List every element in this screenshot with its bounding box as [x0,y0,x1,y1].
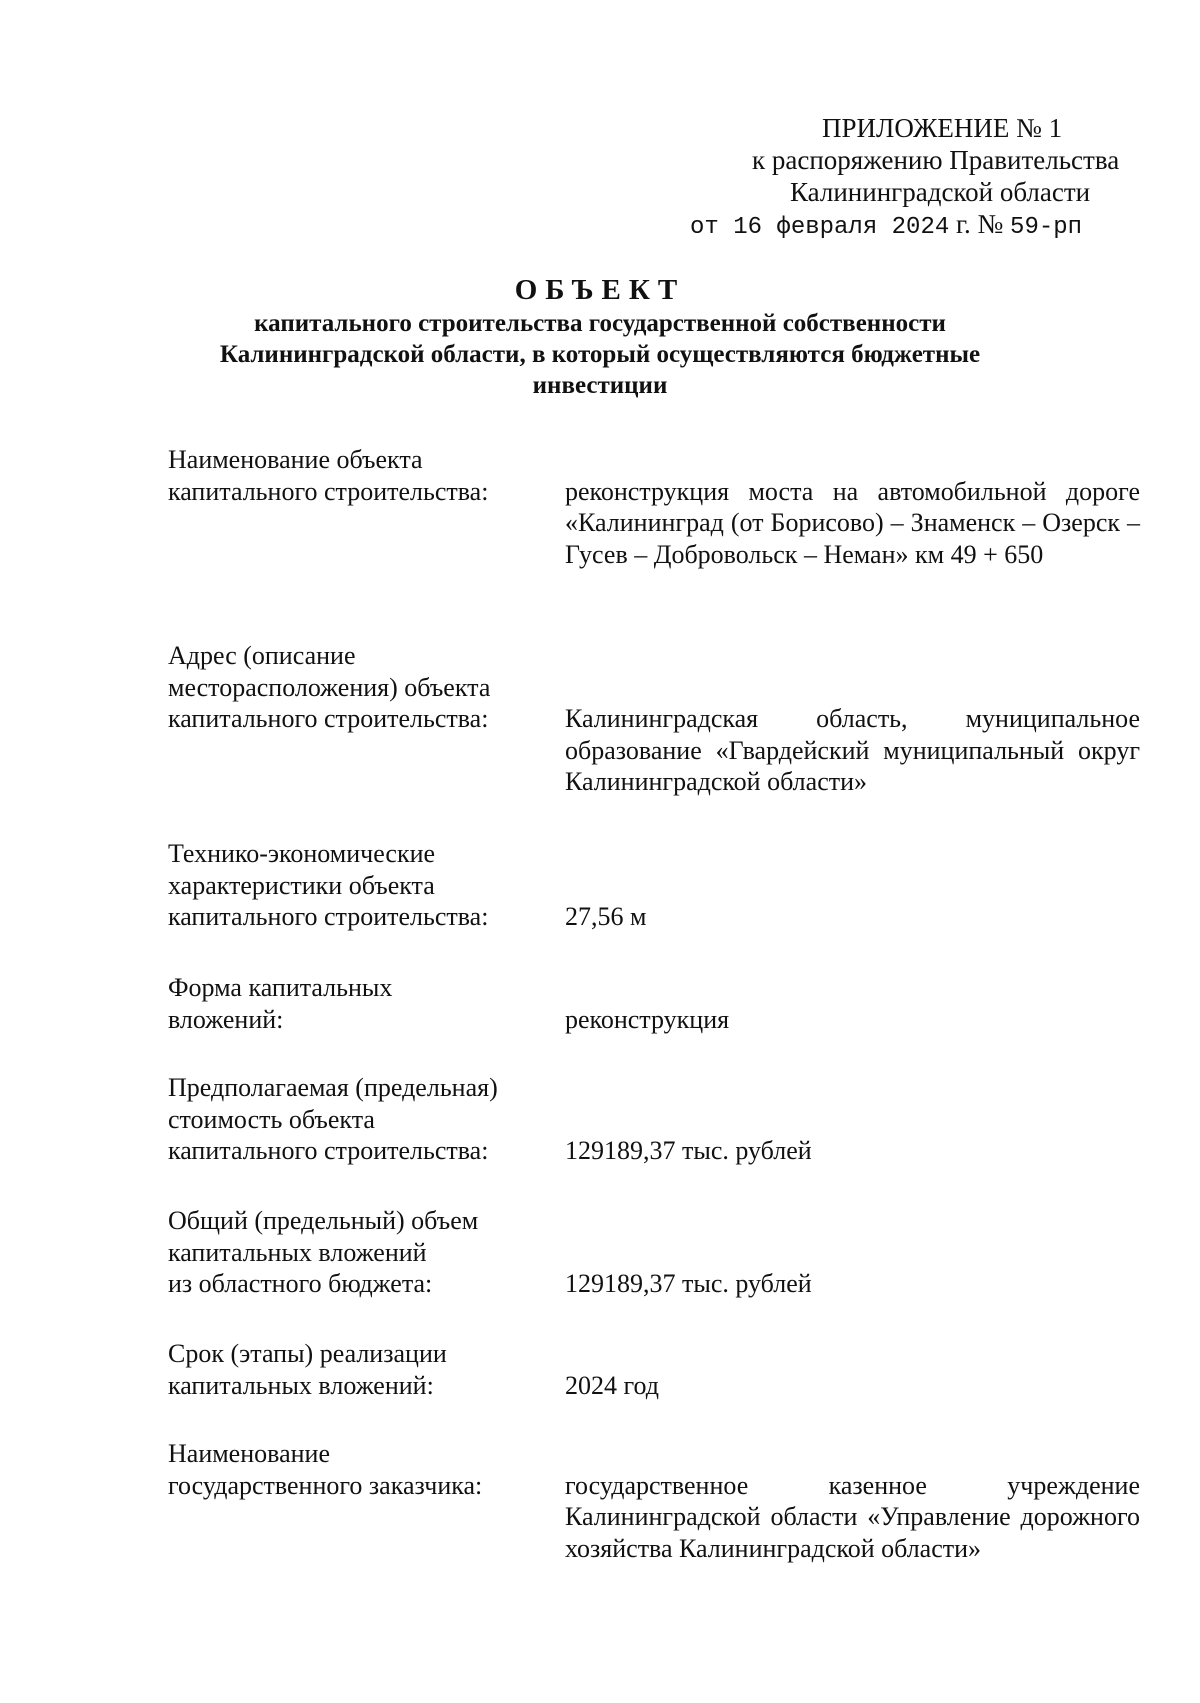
field-value: 2024 год [565,1370,659,1400]
field-value: 27,56 м [565,902,647,931]
field-value: реконструкция моста на автомобильной дороге «Калининград (от Борисово) – Знаменск – Озерск – Гусев – Добровольск – Неман» км 49 + 650 [565,476,1140,569]
field-value: реконструкция [565,1004,730,1034]
title-line-3: инвестиции [532,372,668,399]
field-value: Калининградская область, муниципальное образование «Гвардейский муниципальный округ Калининградской области» [565,704,1140,796]
field-label: Срок (этапы) реализации капитальных вложений: [168,1339,447,1400]
field-label: Адрес (описание месторасположения) объекта капитального строительства: [168,641,491,733]
field-label: Наименование государственного заказчика: [168,1439,483,1500]
field-value: 129189,37 тыс. рублей [565,1136,812,1165]
appendix-region: Калининградской области [790,177,1091,207]
field-label: Технико-экономические характеристики объекта капитального строительства: [168,839,489,931]
appendix-reference: к распоряжению Правительства [752,145,1120,175]
appendix-number: ПРИЛОЖЕНИЕ № 1 [822,113,1063,143]
appendix-header [640,112,1160,244]
document-title [120,272,1080,401]
field-label: Форма капитальных вложений: [168,973,393,1034]
field-value: 129189,37 тыс. рублей [565,1269,812,1298]
field-label: Наименование объекта капитального строительства: [168,445,489,506]
appendix-date: от 16 февраля 2024 [690,214,950,241]
field-label: Предполагаемая (предельная) стоимость объекта капитального строительства: [168,1073,498,1165]
field-label: Общий (предельный) объем капитальных вложений из областного бюджета: [168,1206,479,1298]
appendix-number-sign: г. № [949,209,1011,239]
title-main: ОБЪЕКТ [514,274,686,306]
appendix-date-number [640,208,1160,244]
field-value: государственное казенное учреждение Калининградской области «Управление дорожного хозяйства Калининградской области» [565,1470,1140,1563]
appendix-order-number: 59-рп [1010,214,1083,241]
title-line-2: Калининградской области, в который осуществляются бюджетные [219,341,981,368]
title-line-1: капитального строительства государственной собственности [254,310,946,337]
